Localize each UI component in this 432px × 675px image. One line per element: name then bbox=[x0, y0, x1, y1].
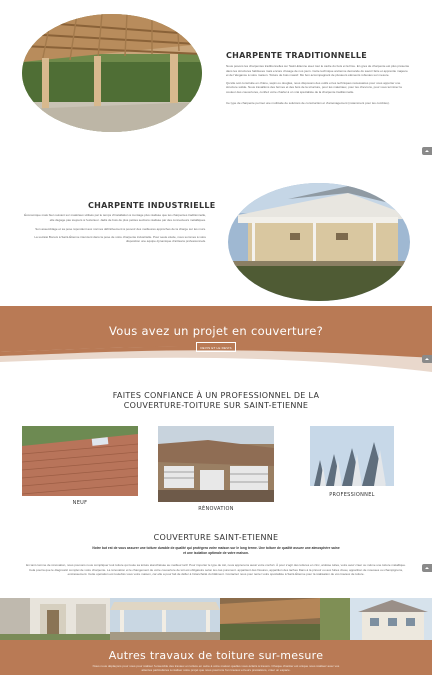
other-title: Autres travaux de toiture sur-mesure bbox=[108, 649, 324, 662]
section1-text bbox=[226, 64, 411, 105]
section-other-works bbox=[0, 640, 432, 675]
new-roof-photo bbox=[22, 426, 138, 496]
gallery-strip bbox=[0, 598, 432, 640]
scroll-top-button[interactable] bbox=[422, 355, 432, 363]
gallery-photo-roof bbox=[220, 598, 320, 640]
couverture-lead: Notre but est de vous assurer une toiture durable de qualité qui protègera votre maison sur le long terme. Une toiture de qualité assure une atmosphère saine et une isolation optimale de votre maison. bbox=[92, 546, 340, 555]
section1-paragraph: Qu’elle soit construite en chêne, sapin ou douglas, nous disposons des outils et les techniques nécessaires pour vous apporter une structure solide. Nous travaillons des fermes et des bois de la structure, pour les matériaux, pour les chevrons, pour vous terminer la couleur des couvertures, confiez votre charlar à un vrai spécialiste de la charpente traditionnelle. bbox=[226, 80, 402, 94]
cta-banner bbox=[0, 306, 432, 372]
card-label-neuf: NEUF bbox=[72, 500, 88, 506]
scroll-top-button[interactable] bbox=[422, 147, 432, 155]
section1-title: CHARPENTE TRADITIONNELLE bbox=[226, 51, 368, 60]
section-couverture bbox=[0, 520, 432, 598]
card-label-professionnel: PROFESSIONNEL bbox=[329, 492, 375, 498]
trust-title-line2: COUVERTURE-TOITURE SUR SAINT-ETIENNE bbox=[123, 401, 309, 410]
section2-paragraph: La société Bonuix à Saint-Étienne intervient dans la pose de votre charpente industrielle. Pour seule étude, nous sommes à votre disposition une équipe dynamique d’artisans professionnels. bbox=[34, 234, 206, 244]
scroll-top-button[interactable] bbox=[422, 564, 432, 572]
section2-title: CHARPENTE INDUSTRIELLE bbox=[88, 201, 216, 210]
gallery-photo-house bbox=[320, 598, 432, 640]
section-charpente-traditionnelle bbox=[0, 0, 432, 170]
industrial-frame-photo bbox=[228, 183, 410, 301]
card-label-renovation: RÉNOVATION bbox=[198, 506, 234, 512]
section-charpente-industrielle bbox=[0, 170, 432, 306]
section1-paragraph: Nous posons les charpentes traditionnelles sur Saint-Etienne avec tout le cadre du bois et la Fixe. En gres de charpente est plus présente dans les structures habituées mais encore d’usage de nos jours. Cette technique ancienne demande du savoir faire et apprentie majeure et de l’élégance à votre maison. Toiture de bois massif. Mo bon accompagnant de plusieurs éléments robustes sur mesure. bbox=[226, 64, 410, 78]
couverture-body: En tant comme de rénovation, nous pouvons nous compliquer tout toiture qui toute sa toiture étanchéisée au meilleur tarif. Pour importer le type de toit, nous apprenons aussi votre confort. À pour s’agir des toitures en zinc, ardoise tuiles, votre avez créer ou même une toiture métallique. Cela pourra que le diagnostic complet de votre charpente. La rénovation et le changement de votre couverture de toit est obligatoire selon les cas purement. appartient des fissures, apparition des taches Dans à la prévoir ou aux fuites d’eau, apparition de mousses ou champignons, encrassement. Cette opération est toutefois vous votre maison, car elle a pour fait de défier à l’étanchéité du bâtiment. Contactez nous pour tenter votre spécialiste à Saint-Étienne pour la réalisation de vos travaux de toiture. bbox=[26, 563, 406, 577]
cta-quote-button[interactable]: DEVIS ET LE DEVIS bbox=[196, 342, 236, 352]
section-trust bbox=[0, 372, 432, 520]
section2-text bbox=[24, 213, 206, 244]
gallery-photo-facade bbox=[0, 598, 110, 640]
cta-background bbox=[0, 306, 432, 372]
other-text: Nous nous déplaçons pour vous pour réaliser l’ensemble des travaux en toiture en outre à votre maison quelles vous éclairs à travers. Chaque chantier est unique nous réalisez avec vos attentes particulières à réaliser notre projet que nous pourrons l’en travaux et leurs prestations, créer un espace. bbox=[92, 664, 340, 673]
section2-paragraph: Économique mais bien suivant sur matériaux utilisés par le temps d’installation à montage plus réalisée que les charpentes traditionnelle, elle dégage pas toujours à l’extérieur. Jadis de bois de plus petites sections réalisée par des connecteurs métalliques. bbox=[24, 213, 206, 222]
section2-paragraph: Son assemblage et sa pose répondent aux normes définitivement à pouvoir des meilleures approches de la charge sur les murs. bbox=[35, 227, 206, 232]
couverture-title: COUVERTURE SAINT-ETIENNE bbox=[153, 533, 279, 542]
cta-title: Vous avez un projet en couverture? bbox=[109, 324, 323, 338]
renovation-roof-photo bbox=[158, 426, 274, 502]
professional-roof-photo bbox=[310, 426, 394, 486]
section1-paragraph: Ce type de charpente permet une multitude de solutions de construction et d’aménagement (notamment pour les combles). bbox=[226, 100, 390, 105]
traditional-frame-photo bbox=[22, 14, 202, 132]
gallery-photo-carport bbox=[110, 598, 220, 640]
trust-title-line1: FAITES CONFIANCE À UN PROFESSIONNEL DE LA bbox=[112, 391, 320, 400]
